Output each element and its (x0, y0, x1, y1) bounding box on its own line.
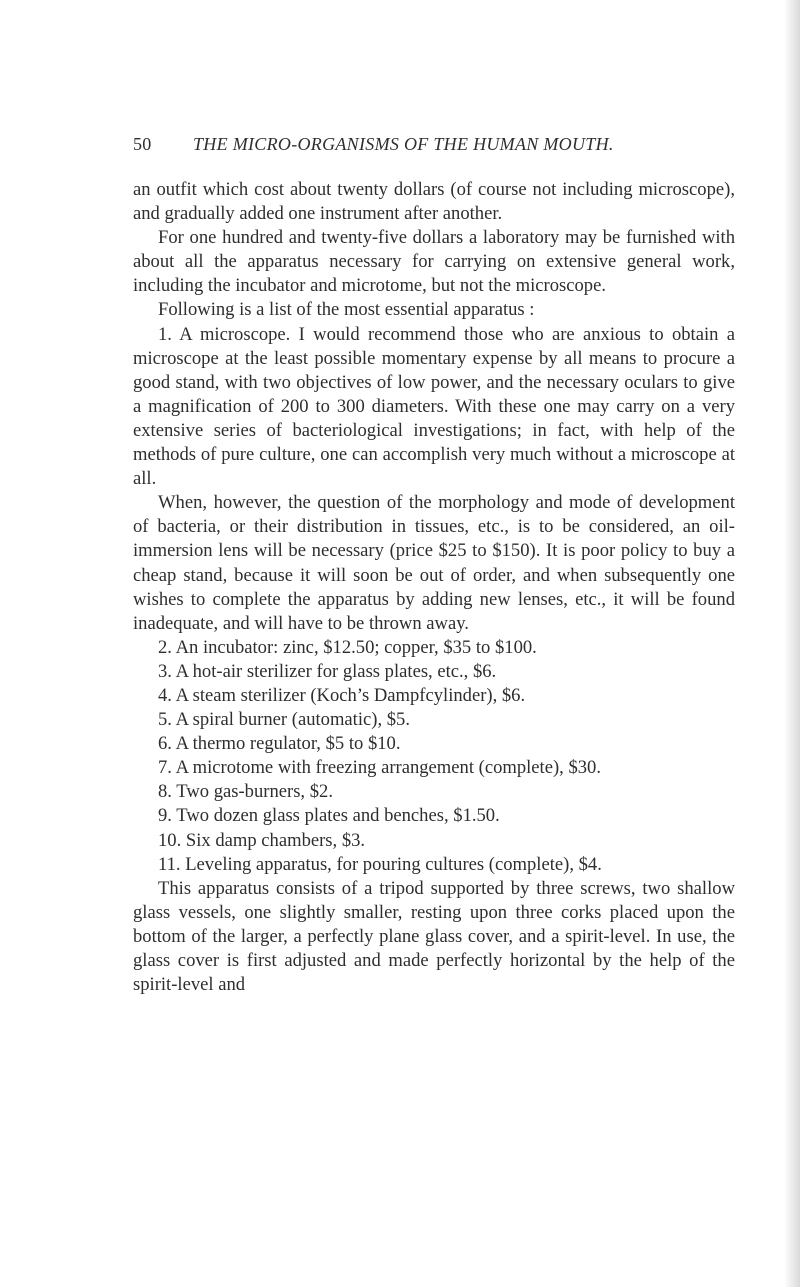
running-title: THE MICRO-ORGANISMS OF THE HUMAN MOUTH. (193, 134, 614, 154)
list-item-spiral-burner: 5. A spiral burner (automatic), $5. (158, 709, 410, 731)
list-item-damp-chambers: 10. Six damp chambers, $3. (158, 829, 366, 851)
page-edge-shadow (784, 0, 800, 1287)
paragraph-apparatus-description: This apparatus consists of a tripod supported by three screws, two shallow glass vessels, one slightly smaller, resting upon three corks placed upon the bottom of the larger, a perfectly plane glass cover, and a spirit-level. In use, the glass cover is first adjusted and made perfectly horizontal by the help of the spirit-level and (133, 877, 735, 996)
page-header (133, 134, 693, 160)
page-number: 50 (133, 134, 152, 154)
list-item-hot-air-sterilizer: 3. A hot-air sterilizer for glass plates, etc., $6. (158, 660, 497, 682)
paragraph-outfit: an outfit which cost about twenty dollars (of course not including microscope), and gradually added one instrument after another. (133, 179, 735, 225)
list-item-leveling-apparatus: 11. Leveling apparatus, for pouring cultures (complete), $4. (158, 853, 602, 875)
list-item-thermo-regulator: 6. A thermo regulator, $5 to $10. (158, 733, 401, 755)
list-item-glass-plates: 9. Two dozen glass plates and benches, $1.50. (158, 805, 500, 827)
paragraph-list-intro: Following is a list of the most essential apparatus : (158, 299, 535, 321)
list-item-steam-sterilizer: 4. A steam sterilizer (Koch’s Dampfcylinder), $6. (158, 684, 526, 706)
paragraph-laboratory-cost: For one hundred and twenty-five dollars a laboratory may be furnished with about all the apparatus necessary for carrying on extensive general work, including the incubator and microtome, but not the microscope. (133, 227, 735, 297)
list-item-microscope: 1. A microscope. I would recommend those who are anxious to obtain a microscope at the least possible momentary expense by all means to procure a good stand, with two objectives of low power, and the necessary oculars to give a magnification of 200 to 300 diameters. With these one may carry on a very extensive series of bacteriological investigations; in fact, with help of the methods of pure culture, one can accomplish very much without a microscope at all. (133, 323, 735, 490)
list-item-gas-burners: 8. Two gas-burners, $2. (158, 781, 333, 803)
list-item-incubator: 2. An incubator: zinc, $12.50; copper, $35 to $100. (158, 636, 537, 658)
list-item-microtome: 7. A microtome with freezing arrangement (complete), $30. (158, 757, 601, 779)
paragraph-oil-immersion: When, however, the question of the morphology and mode of development of bacteria, or their distribution in tissues, etc., is to be considered, an oil-immersion lens will be necessary (price $25 to $150). It is poor policy to buy a cheap stand, because it will soon be out of order, and when subsequently one wishes to complete the apparatus by adding new lenses, etc., it will be found inadequate, and will have to be thrown away. (133, 492, 735, 634)
body-text (133, 178, 735, 997)
